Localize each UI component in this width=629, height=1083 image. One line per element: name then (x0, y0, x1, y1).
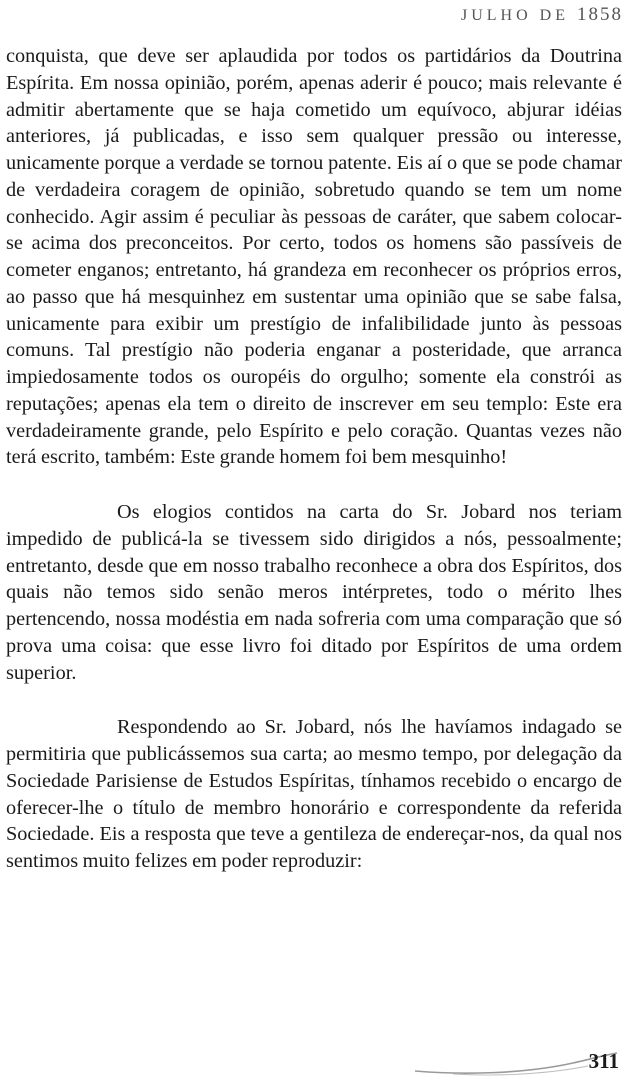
paragraph-respondendo: Respondendo ao Sr. Jobard, nós lhe havíamos indagado se permitiria que publicássemos sua carta; ao mesmo tempo, por delegação da Sociedade Parisiense de Estudos Espíritas, tínhamos recebido o encargo de oferecer-lhe o título de membro honorário e correspondente da referida Sociedade. Eis a resposta que teve a gentileza de endereçar-nos, da qual nos sentimos muito felizes em poder reproduzir: (6, 716, 622, 872)
page-number: 311 (588, 1049, 619, 1073)
running-header-month: JULHO DE (461, 7, 569, 24)
running-header (461, 4, 623, 26)
paragraph-continuation: conquista, que deve ser aplaudida por todos os partidários da Doutrina Espírita. Em nossa opinião, porém, apenas aderir é pouco; mais relevante é admitir abertamente que se haja cometido um equívoco, abjurar idéias anteriores, já publicadas, e isso sem qualquer pressão ou interesse, unicamente porque a verdade se tornou patente. Eis aí o que se pode chamar de verdadeira coragem de opinião, sobretudo quando se tem um nome conhecido. Agir assim é peculiar às pessoas de caráter, que sabem colocar-se acima dos preconceitos. Por certo, todos os homens são passíveis de cometer enganos; entretanto, há grandeza em reconhecer os próprios erros, ao passo que há mesquinhez em sustentar uma opinião que se sabe falsa, unicamente para exibir um prestígio de infalibilidade junto às pessoas comuns. Tal prestígio não poderia enganar a posteridade, que arranca impiedosamente todos os ouropéis do orgulho; somente ela constrói as reputações; apenas ela tem o direito de inscrever em seu templo: Este era verdadeiramente grande, pelo Espírito e pelo coração. Quantas vezes não terá escrito, também: Este grande homem foi bem mesquinho! (6, 45, 622, 469)
page-body (6, 43, 622, 875)
paragraph-elogios: Os elogios contidos na carta do Sr. Jobard nos teriam impedido de publicá-la se tivessem sido dirigidos a nós, pessoalmente; entretanto, desde que em nosso trabalho reconhece a obra dos Espíritos, dos quais não temos sido senão meros intérpretes, todo o mérito lhes pertencendo, nossa modéstia em nada sofreria com uma comparação que só prova uma coisa: que esse livro foi ditado por Espíritos de uma ordem superior. (6, 501, 622, 684)
running-header-year: 1858 (577, 4, 623, 25)
page-footer (413, 1041, 623, 1077)
